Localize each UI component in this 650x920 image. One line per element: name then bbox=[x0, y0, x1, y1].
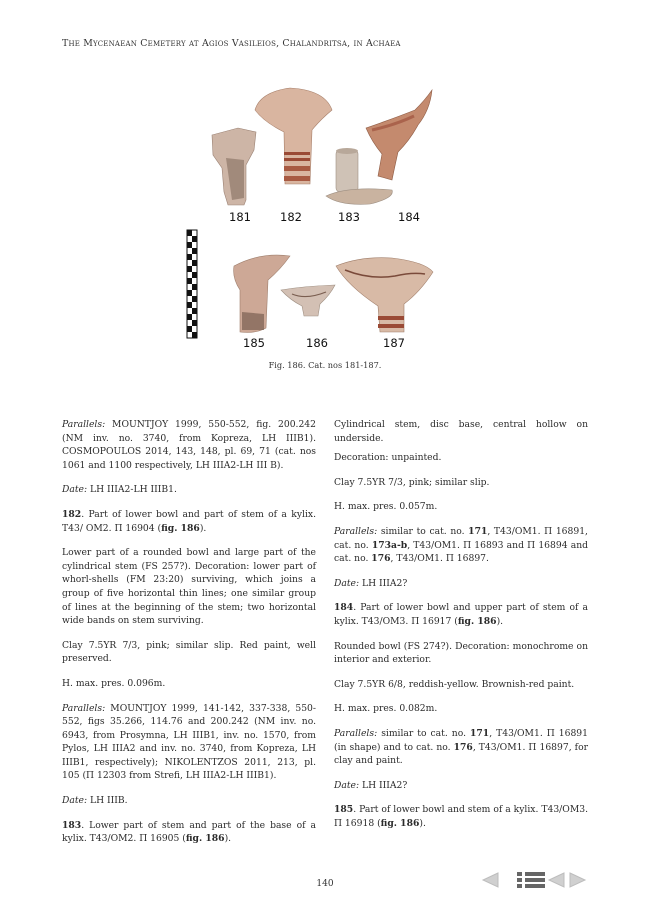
date-label: Date: bbox=[334, 577, 360, 589]
parallels-181-paragraph bbox=[62, 418, 316, 472]
sherd-182-image bbox=[255, 88, 332, 184]
figure-reference-link[interactable]: fig. 186 bbox=[380, 817, 420, 829]
clay-182: Clay 7.5YR 7/3, pink; similar slip. Red paint, well preserved. bbox=[62, 639, 316, 665]
parallels-text: , T43/OM1. Π 16897. bbox=[390, 553, 489, 565]
entry-text: . Part of lower bowl and stem of a kylix. T43/OM3. Π 16918 ( bbox=[334, 804, 588, 829]
description-184: Rounded bowl (FS 274?). Decoration: monochrome on interior and exterior. bbox=[334, 640, 588, 666]
description-182: Lower part of a rounded bowl and large part of the cylindrical stem (FS 257?). Decoration: lower part of whorl-shells (FM 23:20) surviving, which joins a group of five horizontal thin lines; one similar group of lines at the beginning of the stem; two horizontal wide bands on stem surviving. bbox=[62, 547, 316, 627]
parallels-text: , T43/OM1. Π 16891 (in shape) and to cat. no. bbox=[334, 727, 588, 753]
height-183: H. max. pres. 0.057m. bbox=[334, 501, 438, 513]
catalog-number: 183 bbox=[62, 819, 82, 831]
date-184-paragraph bbox=[334, 779, 588, 793]
table-of-contents-icon[interactable] bbox=[516, 870, 546, 890]
parallels-text: , T43/OM1. Π 16893 and Π 16894 and cat. no. bbox=[334, 539, 588, 565]
figure-reference-link[interactable]: fig. 186 bbox=[185, 833, 225, 845]
catalog-number-ref: 171 bbox=[470, 727, 490, 739]
figure-reference-link[interactable]: fig. 186 bbox=[457, 615, 497, 627]
sherd-181-image bbox=[212, 128, 256, 205]
next-page-arrow-icon[interactable] bbox=[568, 870, 588, 890]
figure-caption: Fig. 186. Cat. nos 181-187. bbox=[268, 360, 382, 370]
date-text: LH IIIA2-LH IIIB1. bbox=[87, 484, 177, 496]
entry-185-heading bbox=[334, 803, 588, 830]
catalog-number: 182 bbox=[62, 508, 82, 520]
height-184: H. max. pres. 0.082m. bbox=[334, 703, 438, 715]
entry-text-end: ). bbox=[496, 615, 504, 627]
clay-183: Clay 7.5YR 7/3, pink; similar slip. bbox=[334, 476, 490, 488]
scale-bar bbox=[187, 230, 197, 338]
catalog-label-185: 185 bbox=[243, 336, 265, 350]
parallels-184-paragraph bbox=[334, 727, 588, 768]
catalog-label-186: 186 bbox=[306, 336, 328, 350]
parallels-text: MOUNTJOY 1999, 550-552, fig. 200.242 (NM inv. no. 3740, from Kopreza, LH IIIB1). COSMOPOULOS 2014, 143, 148, pl. 69, 71 (cat. nos 1061 and 1100 respectively, LH IIIA2-LH III B). bbox=[62, 419, 316, 471]
catalog-label-183: 183 bbox=[338, 210, 360, 224]
parallels-label: Parallels: bbox=[334, 727, 378, 739]
catalog-label-181: 181 bbox=[229, 210, 251, 224]
entry-182-heading bbox=[62, 508, 316, 535]
parallels-label: Parallels: bbox=[62, 419, 106, 430]
sherd-186-image bbox=[281, 285, 335, 316]
date-text: LH IIIB. bbox=[87, 795, 128, 807]
back-arrow-icon[interactable] bbox=[546, 870, 566, 890]
parallels-text: , T43/OM1. Π 16891, cat. no. bbox=[334, 525, 588, 551]
entry-183-heading bbox=[62, 819, 316, 846]
date-label: Date: bbox=[334, 779, 360, 791]
date-text: LH IIIA2? bbox=[359, 779, 408, 791]
sherd-185-image bbox=[234, 255, 290, 332]
previous-page-arrow-icon[interactable] bbox=[480, 870, 500, 890]
catalog-label-182: 182 bbox=[280, 210, 302, 224]
entry-text-end: ). bbox=[224, 833, 232, 845]
description-183: Cylindrical stem, disc base, central hollow on underside. bbox=[334, 419, 588, 444]
parallels-text: , T43/OM1. Π 16897, for clay and paint. bbox=[334, 741, 588, 767]
decoration-183: Decoration: unpainted. bbox=[334, 452, 442, 464]
catalog-number: 185 bbox=[334, 804, 354, 816]
sherd-184-image bbox=[366, 90, 432, 180]
parallels-text: similar to cat. no. bbox=[377, 525, 469, 537]
date-182-paragraph bbox=[62, 794, 316, 808]
date-183-paragraph bbox=[334, 577, 588, 591]
catalog-number-ref: 176 bbox=[453, 741, 473, 753]
entry-text: . Lower part of stem and part of the base of a kylix. T43/OM2. Π 16905 ( bbox=[62, 819, 316, 845]
parallels-label: Parallels: bbox=[334, 525, 378, 537]
clay-184: Clay 7.5YR 6/8, reddish-yellow. Brownish-red paint. bbox=[334, 678, 575, 690]
date-label: Date: bbox=[62, 484, 88, 496]
parallels-182-paragraph bbox=[62, 702, 316, 784]
sherd-187-image bbox=[336, 258, 433, 332]
parallels-label: Parallels: bbox=[62, 702, 106, 714]
catalog-label-184: 184 bbox=[398, 210, 420, 224]
figure-reference-link[interactable]: fig. 186 bbox=[161, 522, 200, 534]
figure-photo bbox=[0, 80, 650, 370]
left-column bbox=[62, 418, 316, 857]
date-text: LH IIIA2? bbox=[359, 577, 408, 589]
entry-text-end: ). bbox=[199, 522, 207, 534]
catalog-number-ref: 176 bbox=[371, 553, 391, 565]
entry-184-heading bbox=[334, 601, 588, 628]
catalog-number-ref: 171 bbox=[468, 525, 488, 537]
catalog-number-ref: 173a-b bbox=[371, 539, 408, 551]
catalog-label-187: 187 bbox=[383, 336, 405, 350]
running-title: The Mycenaean Cemetery at Agios Vasileios, Chalandritsa, in Achaea bbox=[62, 38, 401, 49]
parallels-text: similar to cat. no. bbox=[377, 727, 470, 739]
catalog-number: 184 bbox=[334, 602, 354, 614]
date-181-paragraph bbox=[62, 483, 316, 497]
entry-text: . Part of lower bowl and part of stem of a kylix. T43/ OM2. Π 16904 ( bbox=[62, 508, 316, 534]
entry-text: . Part of lower bowl and upper part of stem of a kylix. T43/OM3. Π 16917 ( bbox=[334, 602, 588, 627]
height-182: H. max. pres. 0.096m. bbox=[62, 677, 166, 689]
right-column bbox=[334, 418, 588, 841]
parallels-183-paragraph bbox=[334, 525, 588, 566]
parallels-text: MOUNTJOY 1999, 141-142, 337-338, 550-552, figs 35.266, 114.76 and 200.242 (NM inv. no. 6943, from Prosymna, LH IIIB1, inv. no. 1570, from Pylos, LH IIIA2 and inv. no. 3740, from Kopreza, LH IIIB1, respectively); NIKOLENTZOS 2011, 213, pl. 105 (Π 12303 from Strefi, LH IIIA2-LH IIIB1). bbox=[62, 702, 316, 782]
date-label: Date: bbox=[62, 795, 88, 807]
page-number: 140 bbox=[316, 879, 334, 889]
entry-text-end: ). bbox=[419, 817, 426, 829]
figure-186 bbox=[0, 80, 650, 380]
